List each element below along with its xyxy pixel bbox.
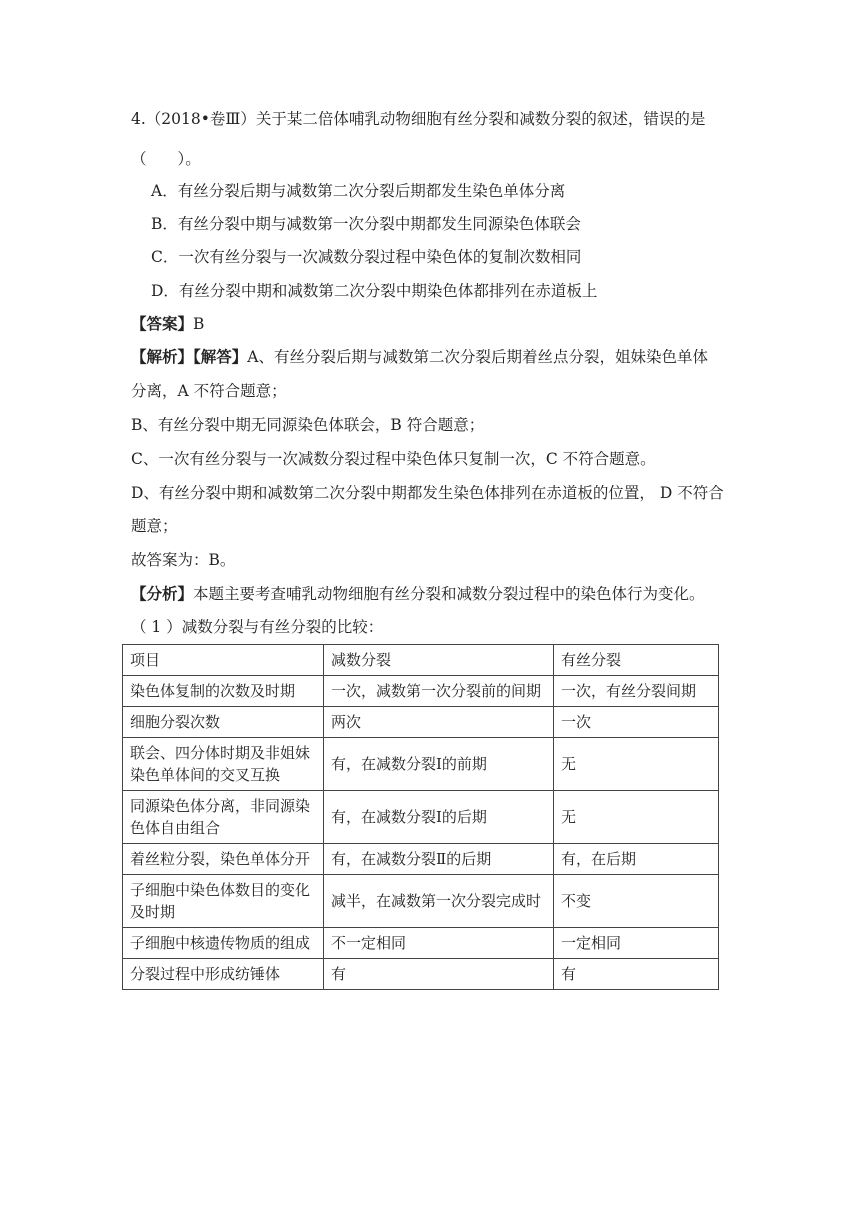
table-cell: 联会、四分体时期及非姐妹染色单体间的交叉互换 — [123, 738, 324, 791]
table-row — [123, 791, 719, 844]
answer-line — [131, 313, 204, 335]
table-row — [123, 875, 719, 928]
option-b: B．有丝分裂中期与减数第一次分裂中期都发生同源染色体联会 — [151, 215, 581, 233]
option-a: A．有丝分裂后期与减数第二次分裂后期都发生染色单体分离 — [151, 182, 566, 200]
table-cell: 一定相同 — [554, 928, 719, 959]
option-d: D．有丝分裂中期和减数第二次分裂中期染色体都排列在赤道板上 — [151, 282, 598, 300]
final-answer: 故答案为：B。 — [131, 551, 236, 569]
answer-label: 【答案】 — [131, 314, 194, 333]
table-cell: 有 — [324, 959, 554, 990]
analysis-line — [131, 583, 705, 605]
explanation-line2: 分离，A 不符合题意； — [131, 382, 287, 400]
question-stem-line1: 4.（2018•卷Ⅲ）关于某二倍体哺乳动物细胞有丝分裂和减数分裂的叙述，错误的是 — [131, 110, 706, 128]
table-cell: 子细胞中核遗传物质的组成 — [123, 928, 324, 959]
table-row — [123, 844, 719, 875]
table-header-cell: 项目 — [123, 645, 324, 676]
table-row — [123, 676, 719, 707]
table-row — [123, 707, 719, 738]
explanation-line3: B、有丝分裂中期无同源染色体联会，B 符合题意； — [131, 416, 485, 434]
table-cell: 有，在后期 — [554, 844, 719, 875]
option-c: C．一次有丝分裂与一次减数分裂过程中染色体的复制次数相同 — [151, 248, 582, 266]
table-cell: 无 — [554, 738, 719, 791]
analysis-text: 本题主要考查哺乳动物细胞有丝分裂和减数分裂过程中的染色体行为变化。 — [193, 585, 705, 603]
table-cell: 有，在减数分裂Ⅰ的后期 — [324, 791, 554, 844]
table-cell: 细胞分裂次数 — [123, 707, 324, 738]
table-cell: 两次 — [324, 707, 554, 738]
table-cell: 不变 — [554, 875, 719, 928]
table-cell: 有，在减数分裂Ⅱ的后期 — [324, 844, 554, 875]
table-row — [123, 959, 719, 990]
explanation-label: 【解析】【解答】 — [131, 347, 248, 366]
explanation-text-a: A、有丝分裂后期与减数第二次分裂后期着丝点分裂，姐妹染色单体 — [247, 348, 708, 366]
question-stem-line2: （ ）。 — [131, 150, 201, 168]
table-cell: 子细胞中染色体数目的变化及时期 — [123, 875, 324, 928]
table-cell: 分裂过程中形成纺锤体 — [123, 959, 324, 990]
table-cell: 有，在减数分裂Ⅰ的前期 — [324, 738, 554, 791]
explanation-line5: D、有丝分裂中期和减数第二次分裂中期都发生染色体排列在赤道板的位置， D 不符合 — [131, 484, 724, 502]
table-cell: 有 — [554, 959, 719, 990]
analysis-label: 【分析】 — [131, 584, 194, 603]
table-cell: 同源染色体分离，非同源染色体自由组合 — [123, 791, 324, 844]
explanation-line6: 题意； — [131, 517, 178, 535]
table-cell: 不一定相同 — [324, 928, 554, 959]
explanation-line4: C、一次有丝分裂与一次减数分裂过程中染色体只复制一次，C 不符合题意。 — [131, 450, 656, 468]
table-cell: 减半，在减数第一次分裂完成时 — [324, 875, 554, 928]
table-header-cell: 有丝分裂 — [554, 645, 719, 676]
table-cell: 一次 — [554, 707, 719, 738]
table-cell: 染色体复制的次数及时期 — [123, 676, 324, 707]
comparison-table — [122, 644, 719, 990]
analysis-subtitle: （ 1 ）减数分裂与有丝分裂的比较： — [131, 618, 384, 636]
table-header-cell: 减数分裂 — [324, 645, 554, 676]
table-row — [123, 738, 719, 791]
table-cell: 一次，减数第一次分裂前的间期 — [324, 676, 554, 707]
table-cell: 一次，有丝分裂间期 — [554, 676, 719, 707]
table-cell: 无 — [554, 791, 719, 844]
table-row — [123, 928, 719, 959]
table-header-row — [123, 645, 719, 676]
table-cell: 着丝粒分裂，染色单体分开 — [123, 844, 324, 875]
explanation-line1 — [131, 346, 708, 368]
answer-value: B — [193, 315, 205, 333]
